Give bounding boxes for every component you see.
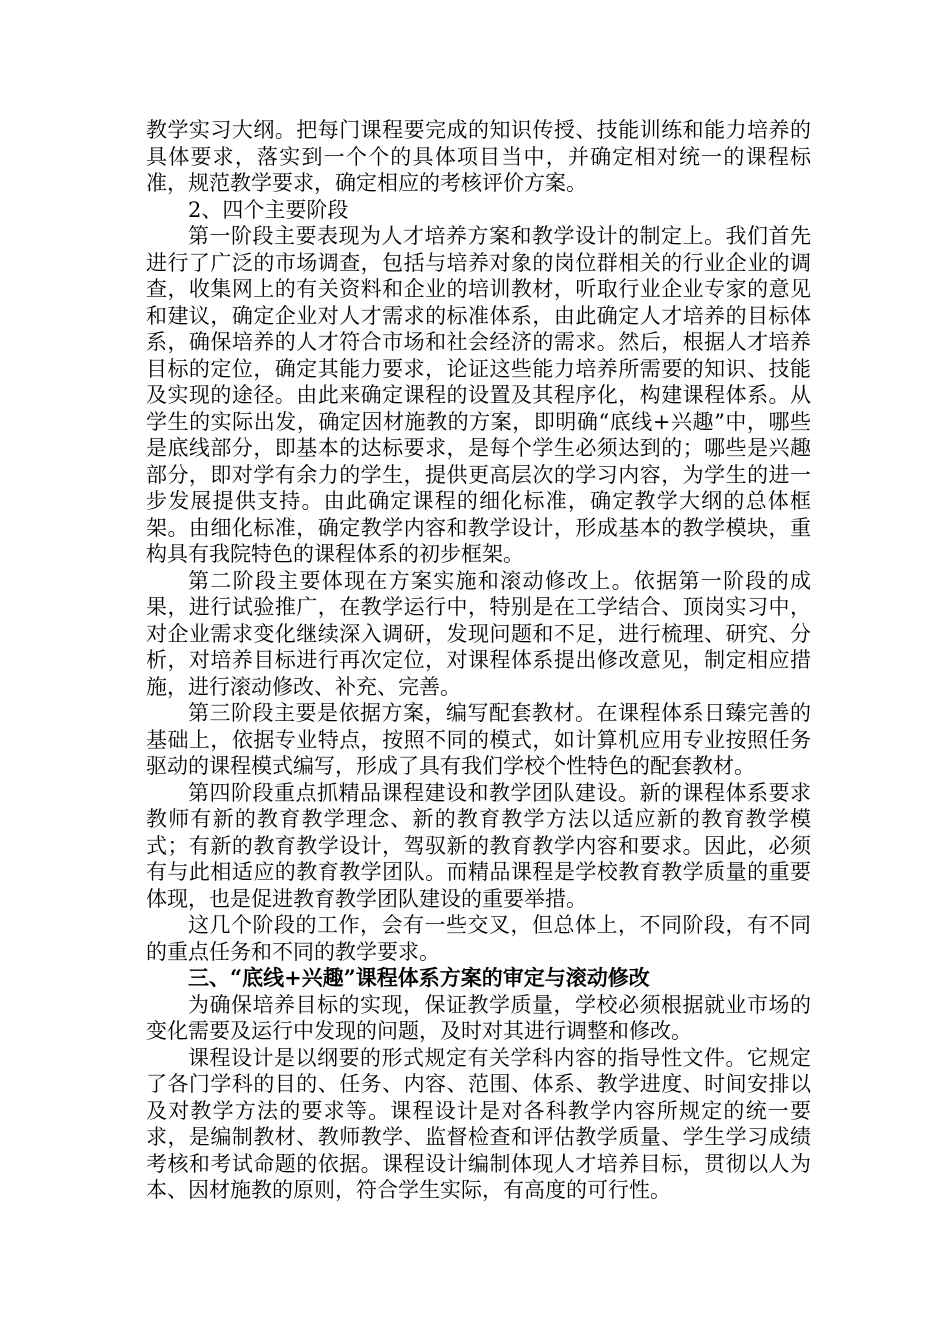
section-heading: 三、“底线+兴趣”课程体系方案的审定与滚动修改: [188, 965, 650, 990]
document-body: [146, 117, 811, 1204]
paragraph-continuation: 教学实习大纲。把每门课程要完成的知识传授、技能训练和能力培养的具体要求，落实到一个个的具体项目当中，并确定相对统一的课程标准，规范教学要求，确定相应的考核评价方案。: [146, 118, 811, 195]
paragraph-course-design: 课程设计是以纲要的形式规定有关学科内容的指导性文件。它规定了各门学科的目的、任务、内容、范围、体系、教学进度、时间安排以及对教学方法的要求等。课程设计是对各科教学内容所规定的统一要求，是编制教材、教师教学、监督检查和评估教学质量、学生学习成绩考核和考试命题的依据。课程设计编制体现人才培养目标，贯彻以人为本、因材施教的原则，符合学生实际，有高度的可行性。: [146, 1045, 811, 1202]
paragraph-stage-two: 第二阶段主要体现在方案实施和滚动修改上。依据第一阶段的成果，进行试验推广，在教学运行中，特别是在工学结合、顶岗实习中，对企业需求变化继续深入调研，发现问题和不足，进行梳理、研究、分析，对培养目标进行再次定位，对课程体系提出修改意见，制定相应措施，进行滚动修改、补充、完善。: [146, 568, 811, 699]
section-subheading: 2、四个主要阶段: [188, 197, 349, 222]
paragraph-review-intro: 为确保培养目标的实现，保证教学质量，学校必须根据就业市场的变化需要及运行中发现的问题，及时对其进行调整和修改。: [146, 992, 811, 1043]
paragraph-stage-three: 第三阶段主要是依据方案，编写配套教材。在课程体系日臻完善的基础上，依据专业特点，按照不同的模式，如计算机应用专业按照任务驱动的课程模式编写，形成了具有我们学校个性特色的配套教材。: [146, 701, 811, 778]
paragraph-stage-four: 第四阶段重点抓精品课程建设和教学团队建设。新的课程体系要求教师有新的教育教学理念、新的教育教学方法以适应新的教育教学模式；有新的教育教学设计，驾驭新的教育教学内容和要求。因此，必须有与此相适应的教育教学团队。而精品课程是学校教育教学质量的重要体现，也是促进教育教学团队建设的重要举措。: [146, 780, 811, 911]
paragraph-stage-one: 第一阶段主要表现为人才培养方案和教学设计的制定上。我们首先进行了广泛的市场调查，包括与培养对象的岗位群相关的行业企业的调查，收集网上的有关资料和企业的培训教材，听取行业企业专家的意见和建议，确定企业对人才需求的标准体系，由此确定人才培养的目标体系，确保培养的人才符合市场和社会经济的需求。然后，根据人才培养目标的定位，确定其能力要求，论证这些能力培养所需要的知识、技能及实现的途径。由此来确定课程的设置及其程序化，构建课程体系。从学生的实际出发，确定因材施教的方案，即明确“底线+兴趣”中，哪些是底线部分，即基本的达标要求，是每个学生必须达到的；哪些是兴趣部分，即对学有余力的学生，提供更高层次的学习内容，为学生的进一步发展提供支持。由此确定课程的细化标准，确定教学大纲的总体框架。由细化标准，确定教学内容和教学设计，形成基本的教学模块，重构具有我院特色的课程体系的初步框架。: [146, 224, 811, 566]
paragraph-stages-summary: 这几个阶段的工作，会有一些交叉，但总体上，不同阶段，有不同的重点任务和不同的教学要求。: [146, 913, 811, 964]
